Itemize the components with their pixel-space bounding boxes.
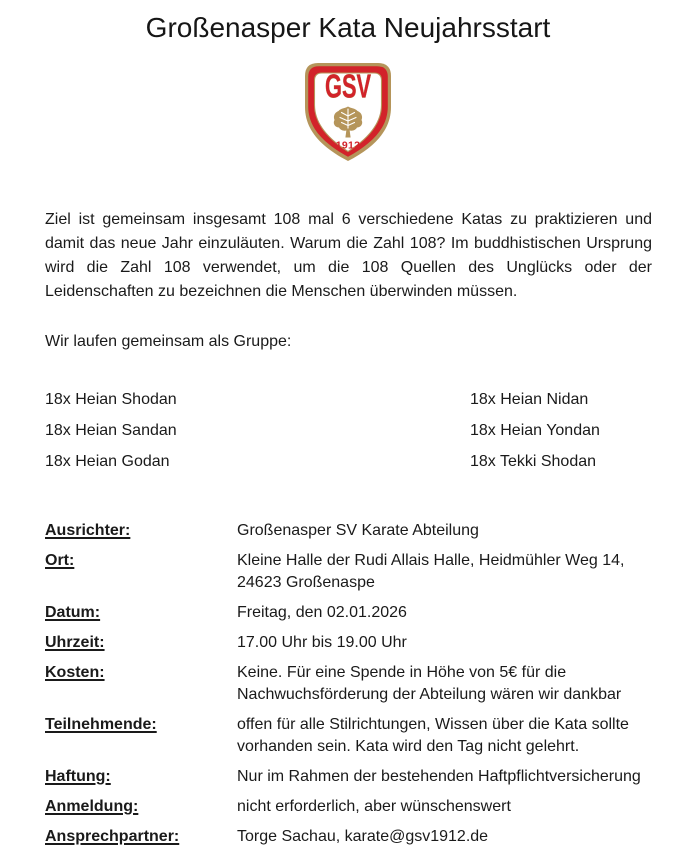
detail-value: Freitag, den 02.01.2026	[237, 604, 407, 621]
page-title: Großenasper Kata Neujahrsstart	[145, 12, 551, 43]
detail-label: Ausrichter:	[45, 522, 131, 539]
detail-row	[45, 714, 656, 758]
detail-label: Datum:	[45, 604, 101, 621]
detail-label: Ansprechpartner:	[45, 828, 180, 845]
detail-row	[45, 766, 656, 788]
club-logo	[0, 62, 696, 162]
detail-value: nicht erforderlich, aber wünschenswert	[237, 798, 511, 815]
kata-item: 18x Heian Shodan	[45, 391, 177, 408]
kata-item: 18x Heian Yondan	[470, 422, 600, 439]
detail-row	[45, 550, 656, 594]
kata-item: 18x Heian Godan	[45, 453, 170, 470]
detail-label: Kosten:	[45, 664, 105, 681]
detail-value: Großenasper SV Karate Abteilung	[237, 522, 479, 539]
logo-initials: GSV	[325, 67, 371, 105]
details-table	[45, 520, 656, 848]
detail-label: Ort:	[45, 552, 75, 569]
group-line: Wir laufen gemeinsam als Gruppe:	[45, 333, 292, 350]
gsv-club-badge-icon	[299, 62, 397, 162]
detail-label: Uhrzeit:	[45, 634, 105, 651]
kata-item: 18x Tekki Shodan	[470, 453, 597, 470]
kata-list	[45, 388, 652, 481]
detail-value: 17.00 Uhr bis 19.00 Uhr	[237, 634, 407, 651]
detail-row	[45, 826, 656, 848]
detail-value: Keine. Für eine Spende in Höhe von 5€ für die Nachwuchsförderung der Abteilung wären wir dankbar	[237, 664, 622, 703]
detail-value: offen für alle Stilrichtungen, Wissen über die Kata sollte vorhanden sein. Kata wird den Tag nicht gelehrt.	[237, 716, 629, 755]
logo-year: 1912	[335, 139, 361, 152]
detail-row	[45, 632, 656, 654]
detail-row	[45, 796, 656, 818]
kata-item: 18x Heian Nidan	[470, 391, 589, 408]
detail-value: Kleine Halle der Rudi Allais Halle, Heidmühler Weg 14, 24623 Großenaspe	[237, 552, 625, 591]
kata-item: 18x Heian Sandan	[45, 422, 177, 439]
detail-label: Teilnehmende:	[45, 716, 157, 733]
detail-row	[45, 520, 656, 542]
detail-label: Anmeldung:	[45, 798, 139, 815]
detail-label: Haftung:	[45, 768, 111, 785]
kata-column-left	[45, 388, 470, 481]
detail-value: Nur im Rahmen der bestehenden Haftpflichtversicherung	[237, 768, 641, 785]
detail-row	[45, 662, 656, 706]
detail-row	[45, 602, 656, 624]
detail-value: Torge Sachau, karate@gsv1912.de	[237, 828, 489, 845]
intro-paragraph: Ziel ist gemeinsam insgesamt 108 mal 6 verschiedene Katas zu praktizieren und damit das neue Jahr einzuläuten. Warum die Zahl 108? Im buddhistischen Ursprung wird die Zahl 108 verwendet, um die 108 Quellen des Unglücks oder der Leidenschaften zu bezeichnen die Menschen überwinden müssen.	[45, 211, 652, 300]
kata-column-right	[470, 388, 652, 481]
